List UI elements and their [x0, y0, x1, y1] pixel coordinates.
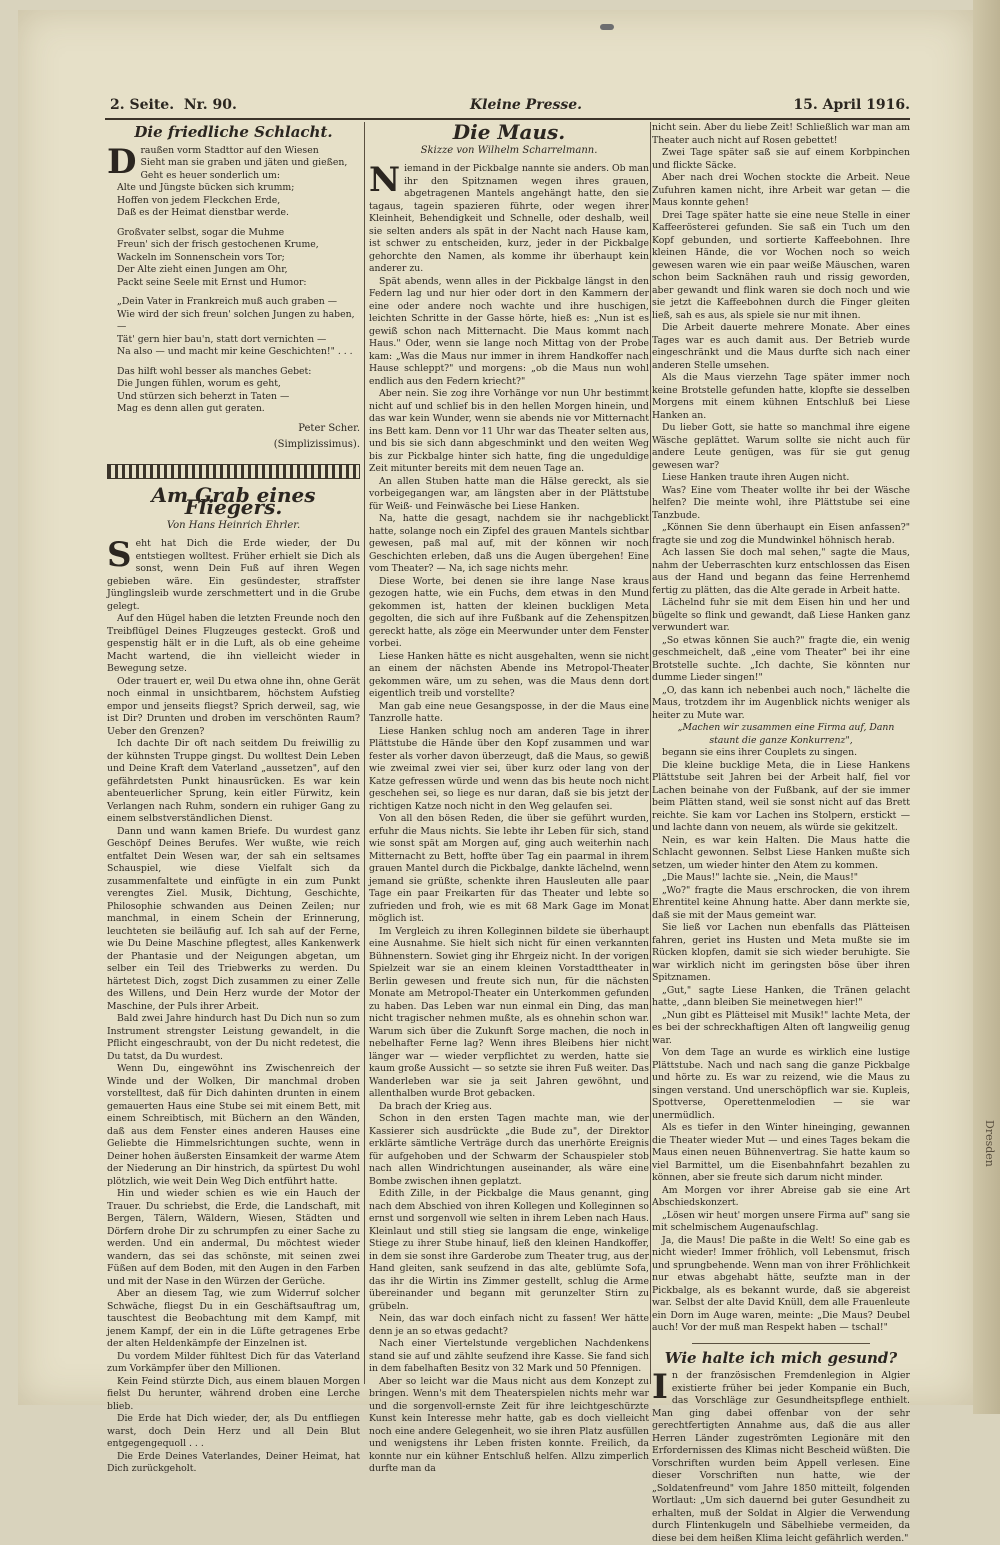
poem-title: Die friedliche Schlacht.	[134, 123, 333, 141]
poem-stanza: „Dein Vater in Frankreich muß auch graben — Wie wird der sich freun' solchen Jungen zu haben, — Tät' gern hier bau'n, statt dort vernichten — Na also — und macht mir keine Geschichten!" . . .	[117, 296, 355, 357]
edge-text: Dresden	[983, 1120, 996, 1167]
article-title-maus: Die Maus.	[452, 120, 566, 144]
page-number: 2. Seite. Nr. 90.	[110, 97, 237, 113]
poem	[107, 141, 360, 416]
column-2	[369, 120, 649, 1474]
byline-grab: Von Hans Heinrich Ehrler.	[166, 519, 301, 531]
article-body-grab: Seht hat Dich die Erde wieder, der Du entstiegen wolltest. Früher erhielt sie Dich als sonst, wenn Dein Fuß auf ihren Wegen gebieben wäre. Ein gesündester, straffster Jünglingsleib wurde zerschmettert und in die Grube gelegt. Auf den Hügel haben die letzten Freunde noch den Treibflügel Deines Flugzeuges gesteckt. Groß und gespenstig hält er in die Luft, als ob eine geheime Macht wartend, die ihn vielleicht wieder in Bewegung setze. Oder trauert er, weil Du etwa ohne ihn, ohne Gerät noch einmal in unsichtbarem, höchstem Aufstieg empor und jenseits fliegst? Sprich derweil, sag, wie ist Dir? Drunten und droben im verschönten Raum? Ueber den Grenzen? Ich dachte Dir oft nach seitdem Du freiwillig zu der kühnsten Truppe gingst. Du wolltest Dein Leben und Deine Kraft dem Vaterland „aussetzen", auf den gefährdetsten Punkt hinausrücken. Es war kein abenteuerlicher Sprung, kein eitler Fürwitz, kein Verlangen nach Ruhm, sondern ein ruhiger Gang zu einem selbstverständlichen Dienst. Dann und wann kamen Briefe. Du wurdest ganz Geschöpf Deines Berufes. Wer wußte, wie reich entfaltet Dein Wesen war, der sah ein seltsames Schauspiel, wie diese Vielfalt sich da zusammenfaltete und einfügte in ein zum Punkt verengtes Ziel. Musik, Dichtung, Geschichte, Philosophie schwanden aus Deinen Zeilen; nur manchmal, in einem Schein der Erinnerung, leuchteten sie beiläufig auf. Ich sah auf der Ferne, wie Du Deine Maschine pflegtest, alles Kankenwerk der Phantasie und der Neigungen abgetan, um selber ein Teil des Triebwerks zu werden. Du härtetest Dich, zogst Dich zusammen zu einer Zelle des Willens, und Dein Herz wurde der Motor der Maschine, der Puls ihrer Arbeit. Bald zwei Jahre hindurch hast Du Dich nun so zum Instrument strengster Leistung gewandelt, in die Pflicht eingeschraubt, von der Du nicht redetest, die Du tatst, da Du wurdest. Wenn Du, eingewöhnt ins Zwischenreich der Winde und der Wolken, Dir manchmal droben vorstelltest, daß für Dich dahinten drunten in einem gemauerten Haus eine Stube sei mit einem Bett, mit einem Schreibtisch, mit Büchern an den Wänden, daß aus dem Fenster eines anderen Hauses eine Geliebte die Himmelsrichtungen suchte, wenn in Deiner hohen äußersten Einsamkeit der warme Atem der Niederung an Dir hinstrich, da spürtest Du wohl plötzlich, wie weit Dein Weg Dich entführt hatte. Hin und wieder schien es wie ein Hauch der Trauer. Du schriebst, die Erde, die Landschaft, mit Bergen, Tälern, Wäldern, Wiesen, Städten und Dörfern drohe Dir zu schrumpfen zu einer Sache zu werden. Und ein andermal, Du möchtest wieder wandern, das sei das schönste, mit seinen zwei Füßen auf dem Boden, mit den Augen in den Farben und mit der Nase in den Würzen der Gerüche. Aber an diesem Tag, wie zum Widerruf solcher Schwäche, fliegst Du in ein Geschäftsauftrag um, tauschtest die Beobachtung mit dem Kampf, mit jenem Kampf, der ein in die Lüfte getragenes Erbe der alten Heldenkämpfe der Einzelnen ist. Du vordem Milder fühltest Dich für das Vaterland zum Vorkämpfer über den Millionen. Kein Feind stürzte Dich, aus einem blauen Morgen fielst Du herunter, während droben eine Lerche blieb. Die Erde hat Dich wieder, der, als Du entfliegen warst, doch Dein Herz und all Dein Blut entgegengequoll . . . Die Erde Deines Vaterlandes, Deiner Heimat, hat Dich zurückgeholt.	[107, 535, 360, 1474]
article-body-maus-continued: nicht sein. Aber du liebe Zeit! Schließlich war man am Theater auch nicht auf Rosen gebettet! Zwei Tage später saß sie auf einem Korbpinchen und flickte Säcke. Aber nach drei Wochen stockte die Arbeit. Neue Zufuhren kamen nicht, ihre Arbeit war getan — die Maus konnte gehen! Drei Tage später hatte sie eine neue Stelle in einer Kaffeerösterei gefunden. Sie saß ein Tuch um den Kopf gebunden, und sortierte Kaffeebohnen. Ihre kleinen Hände, die vor Wochen noch so weich gewesen waren wie ein paar weiße Mäuschen, waren schon beim Sacknähen rauh und rissig geworden, aber gewandt und flink waren sie doch noch und wie sie jetzt die Kaffeebohnen durch die Finger gleiten ließ, sah es aus, als spiele sie nur mit ihnen. Die Arbeit dauerte mehrere Monate. Aber eines Tages war es auch damit aus. Der Betrieb wurde eingeschränkt und die Maus durfte sich nach einer anderen Stelle umsehen. Als die Maus vierzehn Tage später immer noch keine Brotstelle gefunden hatte, klopfte sie desselben Morgens mit einem kühnen Entschluß bei Liese Hanken an. Du lieber Gott, sie hatte so manchmal ihre eigene Wäsche geplättet. Warum sollte sie nicht auch für andere Leute genügen, was für sie gut genug gewesen war? Liese Hanken traute ihren Augen nicht. Was? Eine vom Theater wollte ihr bei der Wäsche helfen? Die meinte wohl, ihre Plättstube sei eine Tanzbude. „Können Sie denn überhaupt ein Eisen anfassen?" fragte sie und zog die Mundwinkel höhnisch herab. Ach lassen Sie doch mal sehen," sagte die Maus, nahm der Ueberraschten kurz entschlossen das Eisen aus der Hand und begann das feine Herrenhemd fertig zu plätten, das die Alte gerade in Arbeit hatte. Lächelnd fuhr sie mit dem Eisen hin und her und bügelte so flink und gewandt, daß Liese Hanken ganz verwundert war. „So etwas können Sie auch?" fragte die, ein wenig geschmeichelt, daß „eine vom Theater" bei ihr eine Brotstelle suchte. „Ich dachte, Sie könnten nur dumme Lieder singen!" „O, das kann ich nebenbei auch noch," lächelte die Maus, trotzdem ihr im Augenblick nichts weniger als heiter zu Mute war. „Machen wir zusammen eine Firma auf, Dann staunt die ganze Konkurrenz", begann sie eins ihrer Couplets zu singen. Die kleine bucklige Meta, die in Liese Hankens Plättstube seit Jahren bei der Arbeit half, fiel vor Lachen beinahe von der Fußbank, auf der sie immer beim Plätten stand, weil sie sonst nicht auf das Brett reichte. Sie kam vor Lachen ins Stolpern, erstickt — und lachte dann von neuem, als würde sie gekitzelt. Nein, es war kein Halten. Die Maus hatte die Schlacht gewonnen. Selbst Liese Hanken mußte sich setzen, um wieder hinter den Atem zu kommen. „Die Maus!" lachte sie. „Nein, die Maus!" „Wo?" fragte die Maus erschrocken, die von ihrem Ehrentitel keine Ahnung hatte. Aber dann merkte sie, daß sie mit der Maus gemeint war. Sie ließ vor Lachen nun ebenfalls das Plätteisen fahren, geriet ins Husten und Meta mußte sie im Rücken klopfen, damit sie sich wieder beruhigte. Sie war wirklich nicht im geringsten böse über ihren Spitznamen. „Gut," sagte Liese Hanken, die Tränen gelacht hatte, „dann bleiben Sie meinetwegen hier!" „Nun gibt es Plätteisel mit Musik!" lachte Meta, der es bei der schreckhaftigen Alten oft langweilig genug war. Von dem Tage an wurde es wirklich eine lustige Plättstube. Nach und nach sang die ganze Pickbalge und hörte zu. Es war zu reizend, wie die Maus zu singen verstand. Und unerschöpflich war sie. Kupleis, Spottverse, Operettenmelodien — sie war unermüdlich. Als es tiefer in den Winter hineinging, gewannen die Theater wieder Mut — und eines Tages bekam die Maus einen neuen Bühnenvertrag. Sie hatte kaum so viel Barmittel, um die Eisenbahnfahrt bezahlen zu können, aber sie freute sich darum nicht minder. Am Morgen vor ihrer Abreise gab sie eine Art Abschiedskonzert. „Lösen wir heut' morgen unsere Firma auf" sang sie mit schelmischem Augenaufschlag. Ja, die Maus! Die paßte in die Welt! So eine gab es nicht wieder! Immer fröhlich, voll Lebensmut, frisch und sprungbehende. Wenn man von ihrer Fröhlichkeit nur etwas abgehabt hätte, seufzte man in der Pickbalge, als es bekannt wurde, daß sie abgereist war. Selbst der alte David Knüll, dem alle Frauenleute ein Dorn im Auge waren, meinte: „Die Maus? Deubel auch! Vor der muß man Respekt haben — tschal!"	[652, 122, 910, 1333]
poem-stanza: D raußen vorm Stadttor auf den Wiesen Sieht man sie graben und jäten und gießen, Geht es heuer sonderlich um: Alte und Jüngste bücken sich krumm; Hoffen von jedem Fleckchen Erde, Daß es der Heimat dienstbar werde.	[107, 141, 348, 218]
issue-date: 15. April 1916.	[793, 97, 910, 113]
drop-cap: S	[107, 535, 132, 575]
poem-author: Peter Scher.	[298, 422, 360, 434]
article-title-gesund: Wie halte ich mich gesund?	[664, 1348, 898, 1367]
article-body-maus: Niemand in der Pickbalge nannte sie anders. Ob man ihr den Spitznamen wegen ihres grauen, abgetragenen Mantels angehängt hatte, den sie tagaus, tagein spazieren führte, oder wegen ihrer Kleinheit, Behendigkeit und Schnelle, oder deshalb, weil sie selten anders als spät in der Nacht nach Hause kam, ist schwer zu entscheiden, kurz, jeder in der Pickbalge gehorchte den Namen, als komme ihr überhaupt kein anderer zu. Spät abends, wenn alles in der Pickbalge längst in den Federn lag und nur hier oder dort in den Kammern der eine oder andere noch wachte und ihre huschigen, leichten Schritte in der Gasse hörte, hieß es: „Nun ist es gewiß schon nach Mitternacht. Die Maus kommt nach Haus." Oder, wenn sie lange noch Mittag von der Probe kam: „Was die Maus nur immer in ihrem Handkoffer nach Hause schleppt?" und morgens: „ob die Maus nun wohl endlich aus den Federn kriecht?" Aber nein. Sie zog ihre Vorhänge vor nun Uhr bestimmt nicht auf und schlief bis in den hellen Morgen hinein, und das war kein Wunder, wenn sie abends nie vor Mitternacht ins Bett kam. Denn vor 11 Uhr war das Theater selten aus, und bis sie sich dann abgeschminkt und den weiten Weg bis zur Pickbalge hinter sich hatte, fing die ungeduldige Zeit mitunter bereits mit dem neuen Tage an. An allen Stuben hatte man die Hälse gereckt, als sie vorbeigegangen war, am längsten aber in der Plättstube für Weiß- und Feinwäsche bei Liese Hanken. Na, hatte die gesagt, nachdem sie ihr nachgeblickt hatte, solange noch ein Zipfel des grauen Mantels sichtbar gewesen, paß mal auf, mit der können wir noch Geschichten erleben, daß uns die Augen übergehen! Eine vom Theater? — Na, ich sage nichts mehr. Diese Worte, bei denen sie ihre lange Nase kraus gezogen hatte, wie ein Fuchs, dem etwas in den Mund gekommen ist, hatten der kleinen buckligen Meta gegolten, die sich auf ihre Fußbank auf die Zehenspitzen gereckt hatte, als zöge ein Meerwunder unter dem Fenster vorbei. Liese Hanken hätte es nicht ausgehalten, wenn sie nicht an einem der nächsten Abende ins Metropol-Theater gekommen wäre, um zu sehen, was die Maus denn dort eigentlich treib und vorstellte? Man gab eine neue Gesangsposse, in der die Maus eine Tanzrolle hatte. Liese Hanken schlug noch am anderen Tage in ihrer Plättstube die Hände über den Kopf zusammen und war fester als vorher davon überzeugt, daß die Maus, so gewiß wie zweimal zwei vier sei, über kurz oder lang von der Katze gefressen würde und wenn das bis heute noch nicht geschehen sei, so liege es nur daran, daß sie bis jetzt der richtigen Katze noch nicht in den Weg gelaufen sei. Von all den bösen Reden, die über sie geführt wurden, erfuhr die Maus nichts. Sie lebte ihr Leben für sich, stand wie sonst spät am Morgen auf, ging auch weiterhin nach Mitternacht zu Bett, hoffte über Tag ein paarmal in ihrem grauen Mantel durch die Pickbalge, dankte lächelnd, wenn jemand sie grüßte, schenkte ihren Hausleuten alle paar Tage ein paar Freikarten für das Theater und lebte so zufrieden und froh, wie es mit 68 Mark Gage im Monat möglich ist. Im Vergleich zu ihren Kolleginnen bildete sie überhaupt eine Ausnahme. Sie hielt sich nicht für einen verkannten Bühnenstern. Sowiet ging ihr Ehrgeiz nicht. In der vorigen Spielzeit war sie an einem kleinen Vorstadttheater in Berlin gewesen und freute sich nun, für die nächsten Monate am Metropol-Theater ein Unterkommen gefunden zu haben. Das Leben war nun einmal ein Ding, das man nicht tragischer nehmen mußte, als es ohnehin schon war. Warum sich über die Zukunft Sorge machen, die noch in nebelhafter Ferne lag? Wenn ihres Bleibens hier nicht länger war — wieder verpflichtet zu werden, hatte sie kaum große Aussicht — so setzte sie ihren Fuß weiter. Das Wanderleben war sie ja seit Jahren gewöhnt, und allenthalben wurde Brot gebacken. Da brach der Krieg aus. Schon in den ersten Tagen machte man, wie der Kassierer sich ausdrückte „die Bude zu", der Direktor erklärte sämtliche Verträge durch das unerhörte Ereignis für aufgehoben und der Schwarm der Schauspieler stob nach allen Windrichtungen auseinander, als wäre eine Bombe zwischen ihnen geplatzt. Edith Zille, in der Pickbalge die Maus genannt, ging nach dem Abschied von ihren Kollegen und Kolleginnen so ernst und sorgenvoll wie selten in ihrem Leben nach Haus. Kleinlaut und still stieg sie langsam die enge, winkelige Stiege zu ihrer Stube hinauf, ließ den kleinen Handkoffer, in dem sie sonst ihre Garderobe zum Theater trug, aus der Hand gleiten, sank seufzend in das alte, geblümte Sofa, das ihr die Wirtin ins Zimmer gestellt, schlug die Arme übereinander und begann mit gerunzelter Stirn zu grübeln. Nein, das war doch einfach nicht zu fassen! Wer hätte denn je an so etwas gedacht? Nach einer Viertelstunde vergeblichen Nachdenkens stand sie auf und zählte seufzend ihre Kasse. Sie fand sich in dem fabelhaften Besitz von 32 Mark und 50 Pfennigen. Aber so leicht war die Maus nicht aus dem Konzept zu bringen. Wenn's mit dem Theaterspielen nichts mehr war und die sorgenvoll-ernste Zeit für ihre leichtgeschürzte Kunst kein Interesse mehr hatte, gab es doch vielleicht noch eine andere Gelegenheit, wo sie ihren Platz ausfüllen und wenigstens ihr Leben fristen konnte. Freilich, da konnte nur ein kühner Entschluß helfen. Allzu zimperlich durfte man da	[369, 160, 649, 1474]
newspaper-name: Kleine Presse.	[470, 97, 583, 113]
drop-cap: D	[107, 141, 137, 182]
column-3	[652, 122, 910, 1544]
drop-cap: N	[369, 160, 401, 200]
column-divider	[650, 122, 651, 1384]
column-divider	[364, 122, 365, 1384]
article-separator	[692, 1343, 870, 1344]
byline-maus: Skizze von Wilhelm Scharrelmann.	[420, 144, 598, 156]
adjacent-page-edge	[973, 0, 1000, 1414]
ornamental-divider	[107, 464, 360, 479]
poem-stanza: Großvater selbst, sogar die Muhme Freun' sich der frisch gestochenen Krume, Wackeln im Sonnenschein vors Tor; Der Alte zieht einen Jungen am Ohr, Packt seine Seele mit Ernst und Humor:	[117, 226, 319, 288]
article-title-grab: Am Grab eines Fliegers.	[151, 482, 316, 519]
page-header	[110, 97, 910, 117]
drop-cap: I	[652, 1367, 668, 1407]
column-1	[107, 122, 360, 1474]
poem-source: (Simplizissimus).	[273, 439, 360, 450]
ink-stain	[600, 24, 614, 30]
poem-stanza: Das hilft wohl besser als manches Gebet: Die Jungen fühlen, worum es geht, Und stürzen sich beherzt in Taten — Mag es denn allen gut geraten.	[117, 365, 312, 414]
article-body-gesund: In der französischen Fremdenlegion in Algier existierte früher bei jeder Kompanie ein Buch, das Vorschläge zur Gesundheitspflege enthielt. Man ging dabei offenbar von der sehr gerechtfertigten Annahme aus, daß die aus aller Herren Länder zugeströmten Legionäre mit den Erfordernissen des Klimas nicht Bescheid wüßten. Die Vorschriften wurden beim Appell verlesen. Eine dieser Vorschriften nun hatte, wie der „Soldatenfreund" vom Jahre 1850 mitteilt, folgenden Wortlaut: „Um sich dauernd bei guter Gesundheit zu erhalten, muß der Soldat in Algier die Verwendung durch Flintenkugeln und Säbelhiebe vermeiden, da diese bei dem heißen Klima leicht gefährlich werden."	[652, 1367, 910, 1544]
